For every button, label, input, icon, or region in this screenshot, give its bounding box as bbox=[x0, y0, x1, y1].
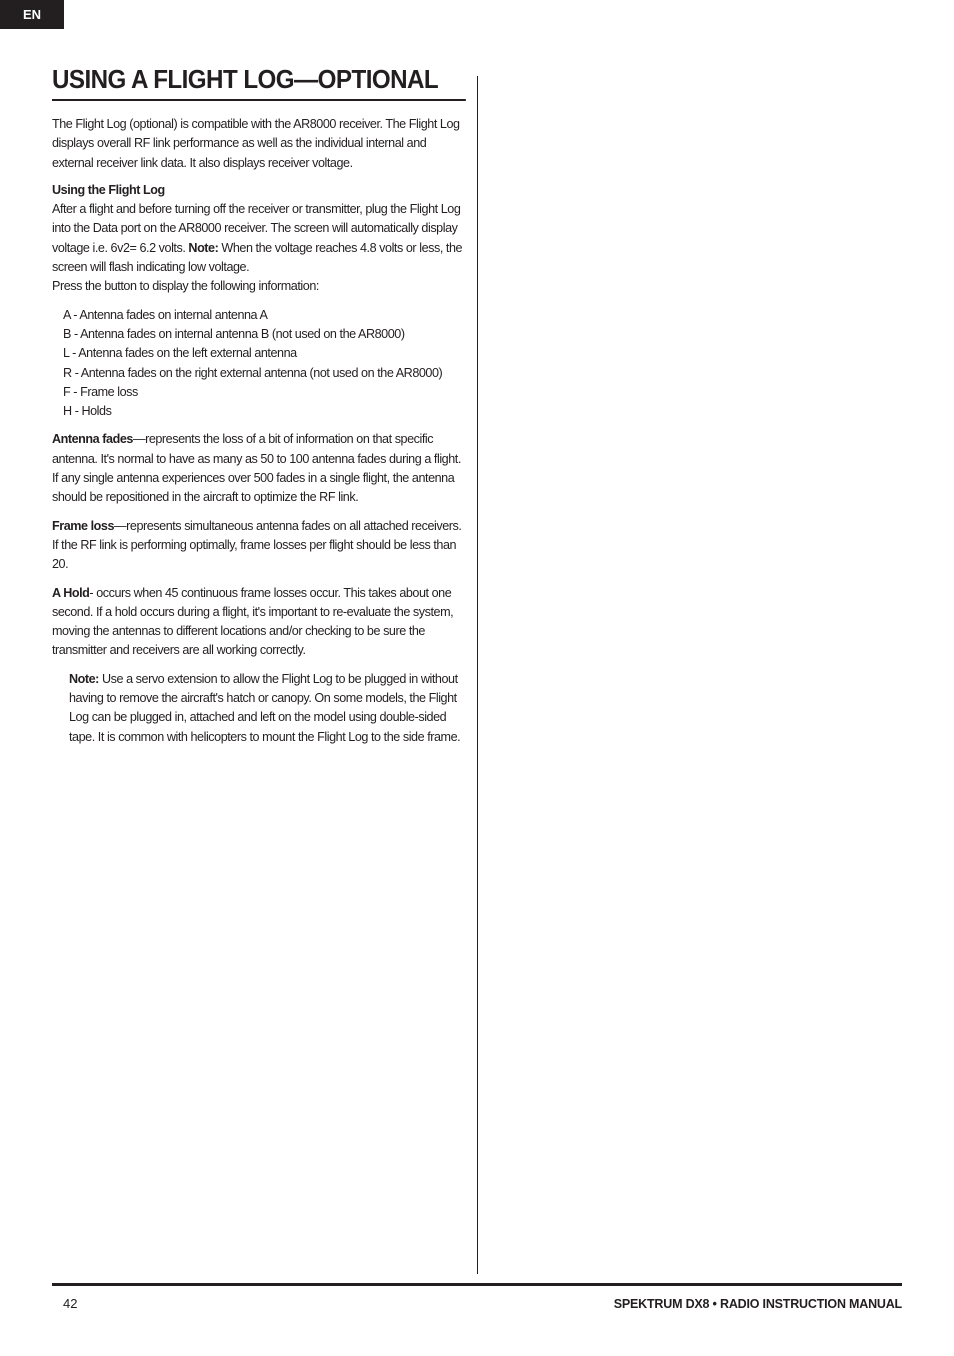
note-paragraph bbox=[52, 670, 466, 747]
hold-paragraph bbox=[52, 584, 466, 661]
using-text-2: When the voltage reaches 4.8 volts or less, the screen will flash indicating low voltage. bbox=[52, 240, 463, 275]
manual-title: SPEKTRUM DX8 • RADIO INSTRUCTION MANUAL bbox=[613, 1297, 902, 1311]
hold-term: A Hold bbox=[52, 585, 90, 600]
list-item: A - Antenna fades on internal antenna A bbox=[63, 307, 268, 322]
list-item: F - Frame loss bbox=[63, 384, 138, 399]
using-note-label: Note: bbox=[188, 240, 219, 255]
hold-text: - occurs when 45 continuous frame losses occur. This takes about one second. If a hold occurs during a flight, it's important to re-evaluate the system, moving the antennas to different locations and/or checking to be sure the transmitter and receivers are all working correctly. bbox=[52, 585, 454, 658]
footer-rule bbox=[52, 1283, 902, 1286]
antenna-fades-text: —represents the loss of a bit of information on that specific antenna. It's normal to have as many as 50 to 100 antenna fades during a flight. If any single antenna experiences over 500 fades in a single flight, the antenna should be repositioned in the aircraft to optimize the RF link. bbox=[52, 432, 461, 505]
page-title: USING A FLIGHT LOG—OPTIONAL bbox=[52, 62, 466, 101]
using-text-1: After a flight and before turning off the receiver or transmitter, plug the Flight Log into the Data port on the AR8000 receiver. The screen will automatically display voltage i.e. 6v2= 6.2 volts. bbox=[52, 202, 461, 255]
list-item: B - Antenna fades on internal antenna B (not used on the AR8000) bbox=[63, 326, 405, 341]
press-instruction: Press the button to display the following information: bbox=[52, 279, 319, 294]
note-label: Note: bbox=[69, 671, 99, 686]
column-divider bbox=[477, 76, 478, 1274]
frame-loss-text: —represents simultaneous antenna fades on all attached receivers. If the RF link is performing optimally, frame losses per flight should be less than 20. bbox=[52, 518, 462, 572]
page-number: 42 bbox=[63, 1296, 78, 1311]
main-column bbox=[52, 62, 466, 747]
antenna-fades-term: Antenna fades bbox=[52, 432, 133, 447]
frame-loss-paragraph bbox=[52, 517, 466, 575]
note-text: Use a servo extension to allow the Flight Log to be plugged in without having to remove the aircraft's hatch or canopy. On some models, the Flight Log can be plugged in, attached and left on the model using double-sided tape. It is common with helicopters to mount the Flight Log to the side frame. bbox=[69, 671, 461, 744]
using-paragraph bbox=[52, 200, 466, 277]
antenna-fades-paragraph bbox=[52, 430, 466, 507]
info-list bbox=[63, 306, 466, 422]
language-tab: EN bbox=[0, 0, 64, 29]
list-item: R - Antenna fades on the right external antenna (not used on the AR8000) bbox=[63, 365, 443, 380]
section-heading-using: Using the Flight Log bbox=[52, 182, 165, 197]
intro-paragraph: The Flight Log (optional) is compatible with the AR8000 receiver. The Flight Log displays overall RF link performance as well as the individual internal and external receiver link data. It also displays receiver voltage. bbox=[52, 117, 460, 170]
frame-loss-term: Frame loss bbox=[52, 518, 114, 533]
list-item: H - Holds bbox=[63, 404, 112, 419]
list-item: L - Antenna fades on the left external antenna bbox=[63, 346, 297, 361]
